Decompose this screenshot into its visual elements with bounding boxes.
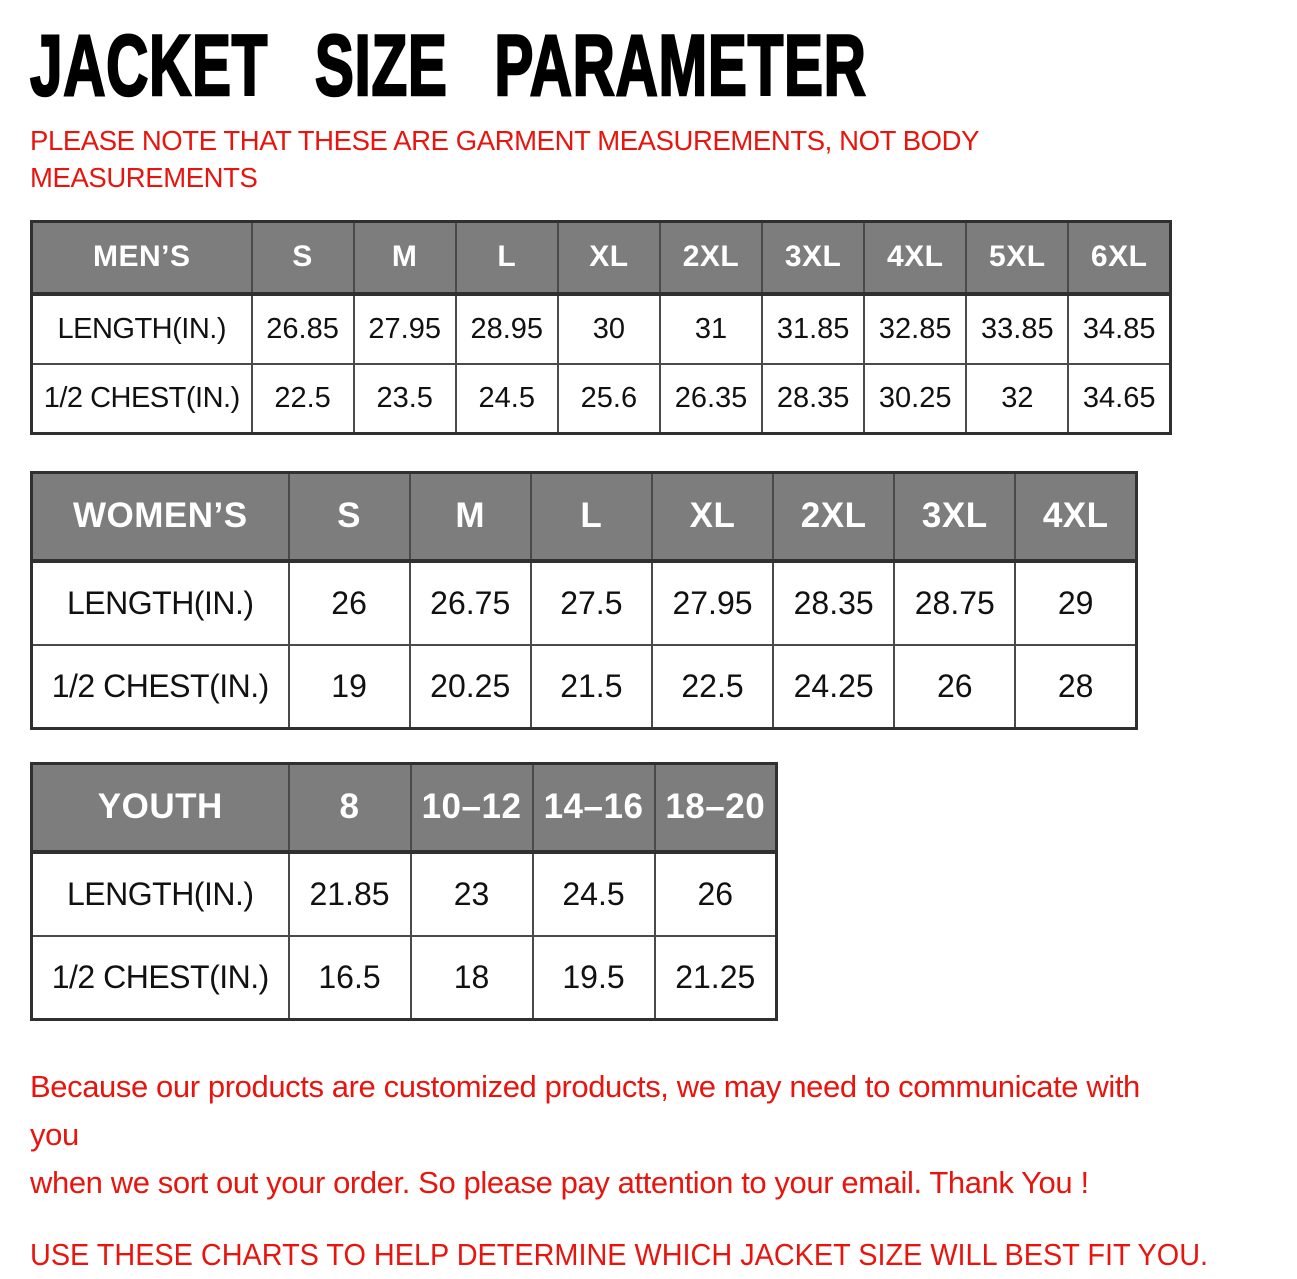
mens-header-row [32,222,1171,294]
womens-size-header-cell: 3XL [894,473,1015,561]
footer [30,1063,1209,1279]
mens-size-header-cell: 2XL [660,222,762,294]
mens-size-table [30,220,1172,435]
mens-row-label: 1/2 CHEST(IN.) [32,364,252,434]
womens-size-header-cell: S [289,473,410,561]
youth-value-cell: 21.25 [655,936,777,1020]
mens-measurement-row [32,294,1171,364]
youth-size-header-cell: 10–12 [411,764,533,852]
womens-measurement-row [32,645,1137,729]
mens-value-cell: 31.85 [762,294,864,364]
mens-size-header-cell: 4XL [864,222,966,294]
youth-measurement-row [32,936,777,1020]
mens-value-cell: 34.65 [1068,364,1170,434]
footer-line-2: when we sort out your order. So please pay attention to your email. Thank You ! [30,1165,1089,1200]
womens-size-header-cell: 4XL [1015,473,1136,561]
womens-value-cell: 28 [1015,645,1136,729]
mens-size-header-cell: S [252,222,354,294]
womens-size-header-cell: M [410,473,531,561]
mens-value-cell: 23.5 [354,364,456,434]
mens-value-cell: 31 [660,294,762,364]
womens-row-label: LENGTH(IN.) [32,561,289,645]
youth-value-cell: 18 [411,936,533,1020]
mens-value-cell: 32.85 [864,294,966,364]
youth-size-header-cell: 8 [289,764,411,852]
youth-row-label: 1/2 CHEST(IN.) [32,936,289,1020]
youth-value-cell: 26 [655,852,777,936]
mens-size-header-cell: 3XL [762,222,864,294]
youth-size-header-cell: 18–20 [655,764,777,852]
womens-size-table [30,471,1138,730]
page-title-text: JACKET SIZE PARAMETER [30,18,867,114]
mens-value-cell: 24.5 [456,364,558,434]
mens-size-header-cell: XL [558,222,660,294]
youth-size-header-cell: 14–16 [533,764,655,852]
mens-value-cell: 28.35 [762,364,864,434]
youth-header-row [32,764,777,852]
youth-value-cell: 19.5 [533,936,655,1020]
womens-value-cell: 24.25 [773,645,894,729]
footer-paragraph [30,1063,1180,1207]
womens-value-cell: 26 [289,561,410,645]
mens-group-header-cell: MEN’S [32,222,252,294]
youth-group-header-cell: YOUTH [32,764,289,852]
note-line-1: PLEASE NOTE THAT THESE ARE GARMENT MEASUREMENTS, NOT BODY [30,125,980,156]
womens-value-cell: 29 [1015,561,1136,645]
mens-value-cell: 32 [966,364,1068,434]
mens-value-cell: 34.85 [1068,294,1170,364]
womens-size-header-cell: XL [652,473,773,561]
womens-value-cell: 21.5 [531,645,652,729]
youth-size-table [30,762,778,1021]
womens-size-header-cell: L [531,473,652,561]
youth-row-label: LENGTH(IN.) [32,852,289,936]
womens-value-cell: 20.25 [410,645,531,729]
mens-value-cell: 25.6 [558,364,660,434]
womens-measurement-row [32,561,1137,645]
mens-value-cell: 28.95 [456,294,558,364]
mens-value-cell: 26.85 [252,294,354,364]
footer-line-1: Because our products are customized products, we may need to communicate with you [30,1069,1140,1152]
mens-value-cell: 30.25 [864,364,966,434]
youth-value-cell: 24.5 [533,852,655,936]
mens-value-cell: 27.95 [354,294,456,364]
mens-size-header-cell: 6XL [1068,222,1170,294]
mens-size-header-cell: 5XL [966,222,1068,294]
mens-measurement-row [32,364,1171,434]
womens-group-header-cell: WOMEN’S [32,473,289,561]
womens-value-cell: 22.5 [652,645,773,729]
womens-value-cell: 28.35 [773,561,894,645]
mens-value-cell: 26.35 [660,364,762,434]
youth-measurement-row [32,852,777,936]
page-title [30,20,1180,112]
mens-value-cell: 22.5 [252,364,354,434]
mens-value-cell: 33.85 [966,294,1068,364]
womens-value-cell: 27.5 [531,561,652,645]
womens-value-cell: 26.75 [410,561,531,645]
womens-value-cell: 26 [894,645,1015,729]
womens-value-cell: 19 [289,645,410,729]
womens-header-row [32,473,1137,561]
womens-value-cell: 28.75 [894,561,1015,645]
mens-value-cell: 30 [558,294,660,364]
footer-use-line [30,1231,1209,1279]
garment-measurement-note [30,122,1180,196]
mens-size-header-cell: M [354,222,456,294]
womens-value-cell: 27.95 [652,561,773,645]
womens-size-header-cell: 2XL [773,473,894,561]
mens-size-header-cell: L [456,222,558,294]
mens-row-label: LENGTH(IN.) [32,294,252,364]
youth-value-cell: 16.5 [289,936,411,1020]
youth-value-cell: 23 [411,852,533,936]
note-line-2: MEASUREMENTS [30,162,258,193]
footer-use-text: USE THESE CHARTS TO HELP DETERMINE WHICH JACKET SIZE WILL BEST FIT YOU. [30,1237,1209,1272]
youth-value-cell: 21.85 [289,852,411,936]
womens-row-label: 1/2 CHEST(IN.) [32,645,289,729]
